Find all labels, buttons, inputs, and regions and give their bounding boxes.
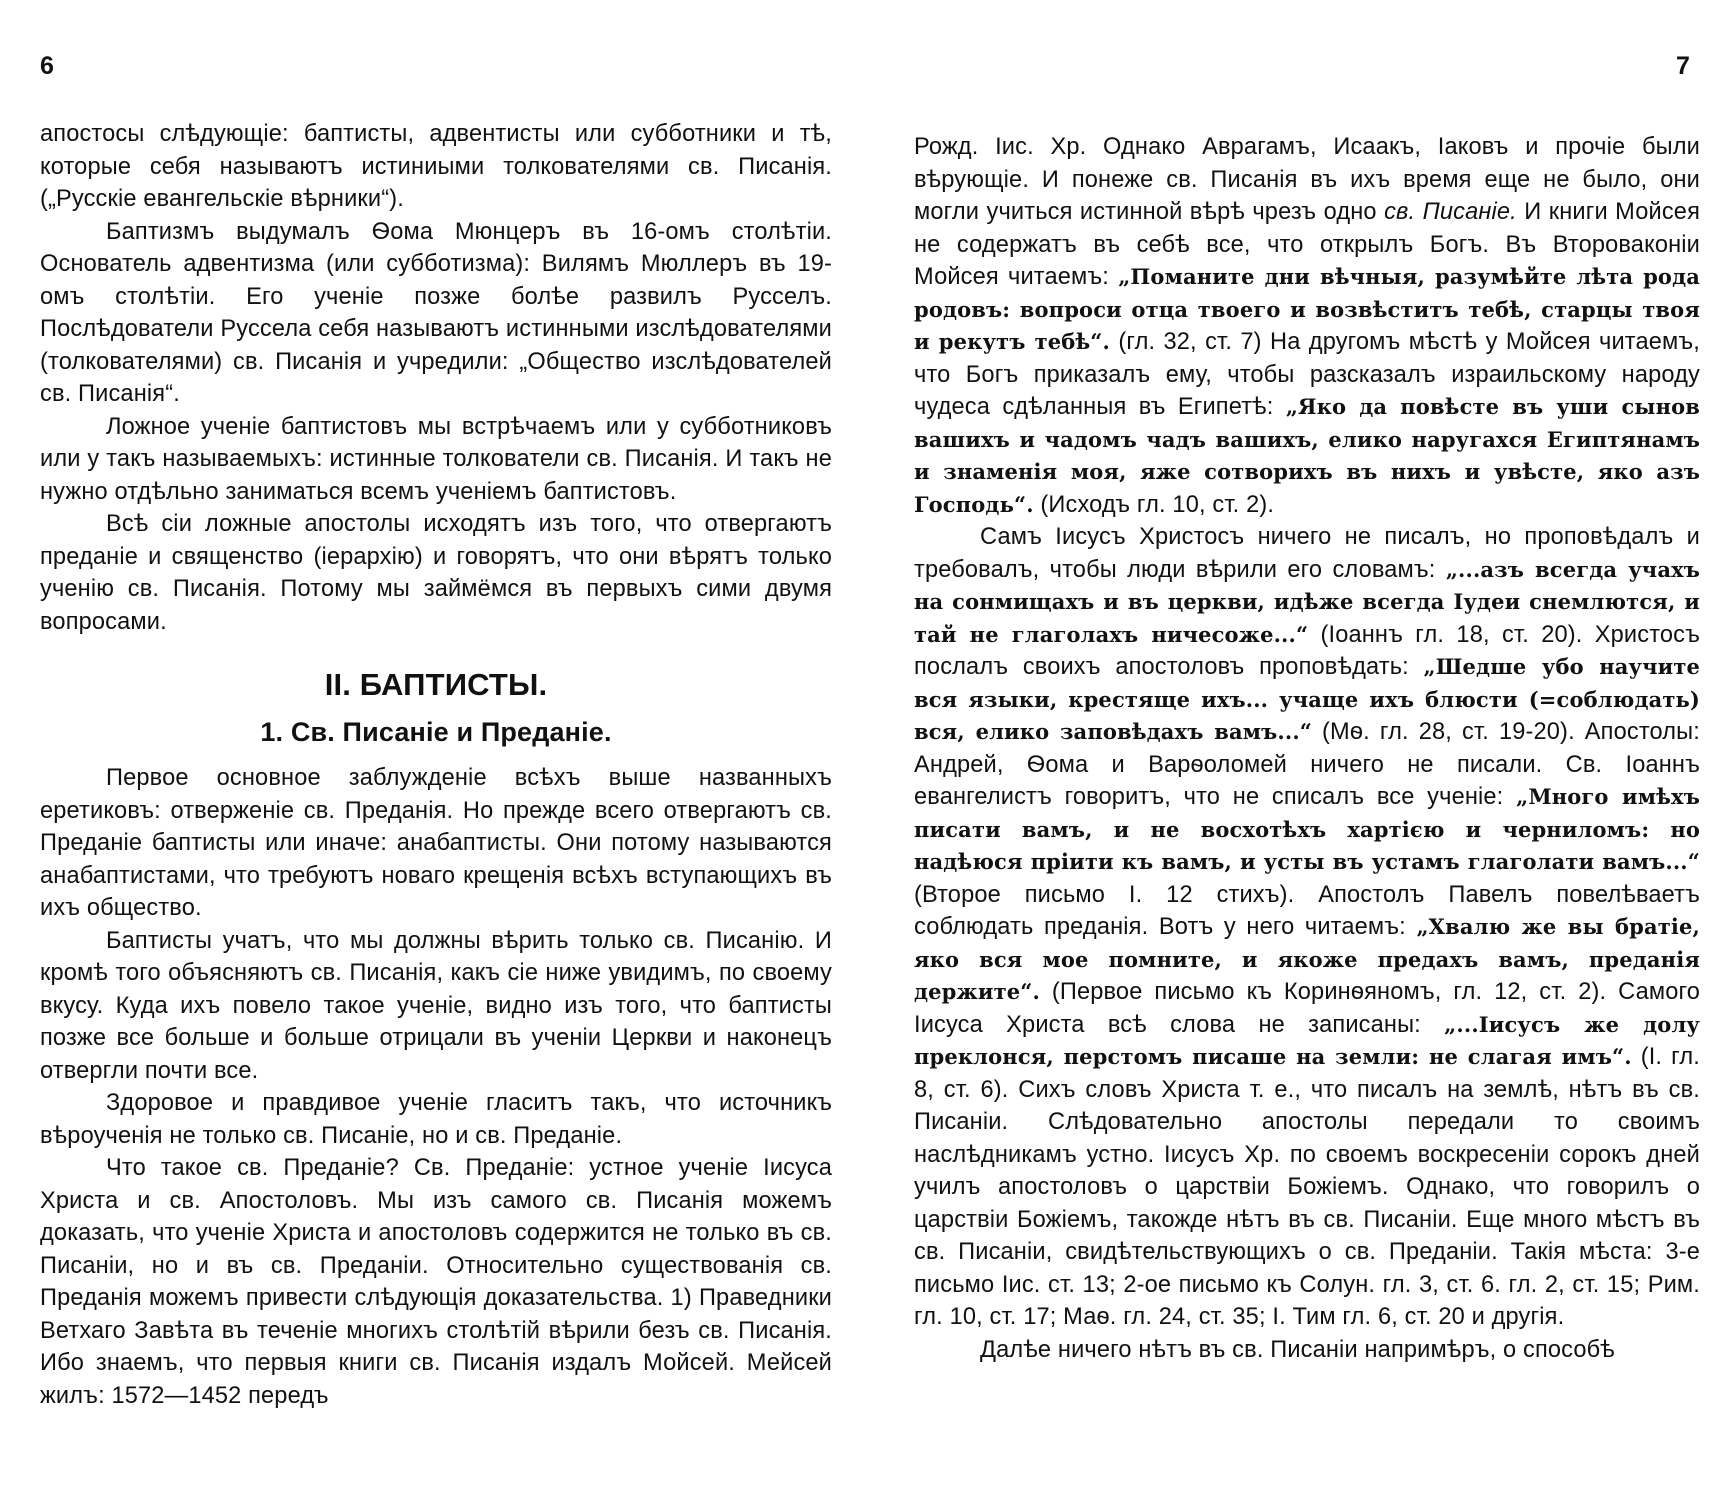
right-text-column <box>914 131 1700 1366</box>
italic-text: св. Писаніе. <box>1384 199 1517 225</box>
paragraph <box>914 521 1700 1334</box>
text-run: И книги Мойсея не содержатъ въ себѣ все, что открылъ Богъ. Въ Второваконіи Мойсея читаемъ: <box>914 199 1701 290</box>
paragraph: Баптизмъ выдумалъ Ѳома Мюнцеръ въ 16-омъ столѣтіи. Основатель адвентизма (или субботизма): Вилямъ Мюллеръ въ 19-омъ столѣтіи. Его ученіе позже болѣе развилъ Русселъ. Послѣдователи Руссела себя называютъ истинными изслѣдователями (толкователями) св. Писанія и учредили: „Общество изслѣдователей св. Писанія“. <box>40 218 832 407</box>
text-run: Самъ Іисусъ Христосъ ничего не писалъ, но проповѣдалъ и требовалъ, чтобы люди вѣрили его словамъ: <box>914 524 1700 583</box>
paragraph <box>914 131 1700 521</box>
slavonic-quote: „...Іисусъ же долу преклонся, перстомъ писаше на земли: не слагая имъ“. <box>914 1011 1700 1069</box>
paragraph: Далѣе ничего нѣтъ въ св. Писаніи напримѣръ, о способѣ <box>980 1336 1615 1363</box>
text-run: (Первое письмо къ Коринѳяномъ, гл. 12, ст. 2). Самого Іисуса Христа всѣ слова не записаны: <box>914 979 1700 1038</box>
paragraph: Первое основное заблужденіе всѣхъ выше названныхъ еретиковъ: отверженіе св. Преданія. Но прежде всего отвергаютъ св. Преданіе баптисты или иначе: анабаптисты. Они потому называются анабаптистами, что требуютъ новаго крещенія всѣхъ вступающихъ въ ихъ общество. <box>40 765 832 921</box>
text-run: (І. гл. 8, ст. 6). Сихъ словъ Христа т. е., что писалъ на землѣ, нѣтъ въ св. Писаніи. Слѣдовательно апостолы передали то своимъ наслѣдникамъ устно. Іисусъ Хр. по своемъ воскресеніи сорокъ дней училъ апостоловъ о царствіи Божіемъ. Однако, что говорилъ о царствіи Божіемъ, такожде нѣтъ въ св. Писаніи. Еще много мѣстъ въ св. Писаніи, свидѣтельствующихъ о св. Преданіи. Такія мѣста: 3-е письмо Іис. ст. 13; 2-ое письмо къ Солун. гл. 3, ст. 6. гл. 2, ст. 15; Рим. гл. 10, ст. 17; Маѳ. гл. 24, ст. 35; І. Тим гл. 6, ст. 20 и другія. <box>914 1044 1700 1330</box>
subsection-heading: 1. Св. Писаніе и Преданіе. <box>260 717 612 747</box>
slavonic-quote: „...азъ всегда учахъ на сонмищахъ и въ церкви, идѣже всегда Іудеи снемлются, и тай не глаголахъ ничесоже...“ <box>914 556 1701 647</box>
text-run: (Второе письмо І. 12 стихъ). Апостолъ Павелъ повелѣваетъ соблюдать преданія. Вотъ у него читаемъ: <box>914 881 1700 940</box>
paragraph: Что такое св. Преданіе? Св. Преданіе: устное ученіе Іисуса Христа и св. Апостоловъ. Мы изъ самого св. Писанія можемъ доказать, что ученіе Христа и апостоловъ содержится не только въ св. Писаніи, но и въ св. Преданіи. Относительно существованія св. Преданія можемъ привести слѣдующія доказательства. 1) Праведники Ветхаго Завѣта въ теченіе многихъ столѣтій вѣрили безъ св. Писанія. Ибо знаемъ, что первыя книги св. Писанія издалъ Мойсей. Мейсей жилъ: 1572—1452 передъ <box>40 1155 832 1409</box>
text-run: (Іоаннъ гл. 18, ст. 20). Христосъ послалъ своихъ апостоловъ проповѣдать: <box>914 621 1700 680</box>
paragraph: Здоровое и правдивое ученіе гласитъ такъ, что источникъ вѣроученія не только св. Писаніе, но и св. Преданіе. <box>40 1090 832 1149</box>
text-run: (Мѳ. гл. 28, ст. 19-20). Апостолы: Андрей, Ѳома и Варѳоломей ничего не писали. Св. Іоаннъ евангелистъ говоритъ, что не списалъ все ученіе: <box>914 719 1700 810</box>
paragraph: Ложное ученіе баптистовъ мы встрѣчаемъ или у субботниковъ или у такъ называемыхъ: истинные толкователи св. Писанія. И такъ не нужно отдѣльно заниматься всемъ ученіемъ баптистовъ. <box>40 413 832 505</box>
text-run: (гл. 32, ст. 7) На другомъ мѣстѣ у Мойсея читаемъ, что Богъ приказалъ ему, чтобы разсказалъ израильскому народу чудеса сдѣланныя въ Египетѣ: <box>914 329 1700 420</box>
slavonic-quote: „Много имѣхъ писати вамъ, и не восхотѣхъ хартією и черниломъ: но надѣюся пріити къ вамъ, и усты въ устамъ глаголати вамъ...“ <box>914 784 1700 874</box>
text-run: Рожд. Іис. Хр. Однако Аврагамъ, Исаакъ, Іаковъ и прочіе были вѣрующіе. И понеже св. Писанія въ ихъ время еще не было, они могли учиться истинной вѣрѣ чрезъ одно <box>914 134 1700 225</box>
slavonic-quote: „Яко да повѣсте въ уши сынов вашихъ и чадомъ чадъ вашихъ, елико наругахся Египтянамъ и знаменія моя, яже сотворихъ въ нихъ и увѣсте, яко азъ Господь“. <box>914 394 1701 517</box>
section-heading: II. БАПТИСТЫ. <box>324 667 548 702</box>
paragraph: Баптисты учатъ, что мы должны вѣрить только св. Писанію. И кромѣ того объясняютъ св. Писанія, какъ сіе ниже увидимъ, по своему вкусу. Куда ихъ повело такое ученіе, видно изъ того, что баптисты позже все больше и больше отрицали въ ученіи Церкви и наконецъ отвергли почти все. <box>40 927 832 1084</box>
page-number: 7 <box>1676 52 1690 80</box>
slavonic-quote: „Хвалю же вы братіе, яко вся мое помните, и якоже предахъ вамъ, преданія держите“. <box>914 914 1700 1004</box>
text-run: (Исходъ гл. 10, ст. 2). <box>1033 491 1275 518</box>
page-number: 6 <box>40 52 54 80</box>
left-text-column <box>40 118 832 1412</box>
paragraph: Всѣ сіи ложные апостолы исходятъ изъ того, что отвергаютъ преданіе и священство (іерархію) и говорятъ, что они вѣрятъ только ученію св. Писанія. Потому мы займёмся въ первыхъ сими двумя вопросами. <box>40 511 832 635</box>
right-page <box>861 0 1722 1500</box>
slavonic-quote: „Поманите дни вѣчныя, разумѣйте лѣта рода родовъ: вопроси отца твоего и возвѣститъ тебѣ, старцы твоя и рекутъ тебѣ“. <box>914 264 1700 354</box>
paragraph: апостосы слѣдующіе: баптисты, адвентисты или субботники и тѣ, которые себя называютъ истиниыми толкователями св. Писанія. („Русскіе евангельскіе вѣрники“). <box>40 121 832 212</box>
slavonic-quote: „Шедше убо научите вся языки, крестяще ихъ... учаще ихъ блюсти (=соблюдать) вся, елико заповѣдахъ вамъ...“ <box>914 654 1700 744</box>
